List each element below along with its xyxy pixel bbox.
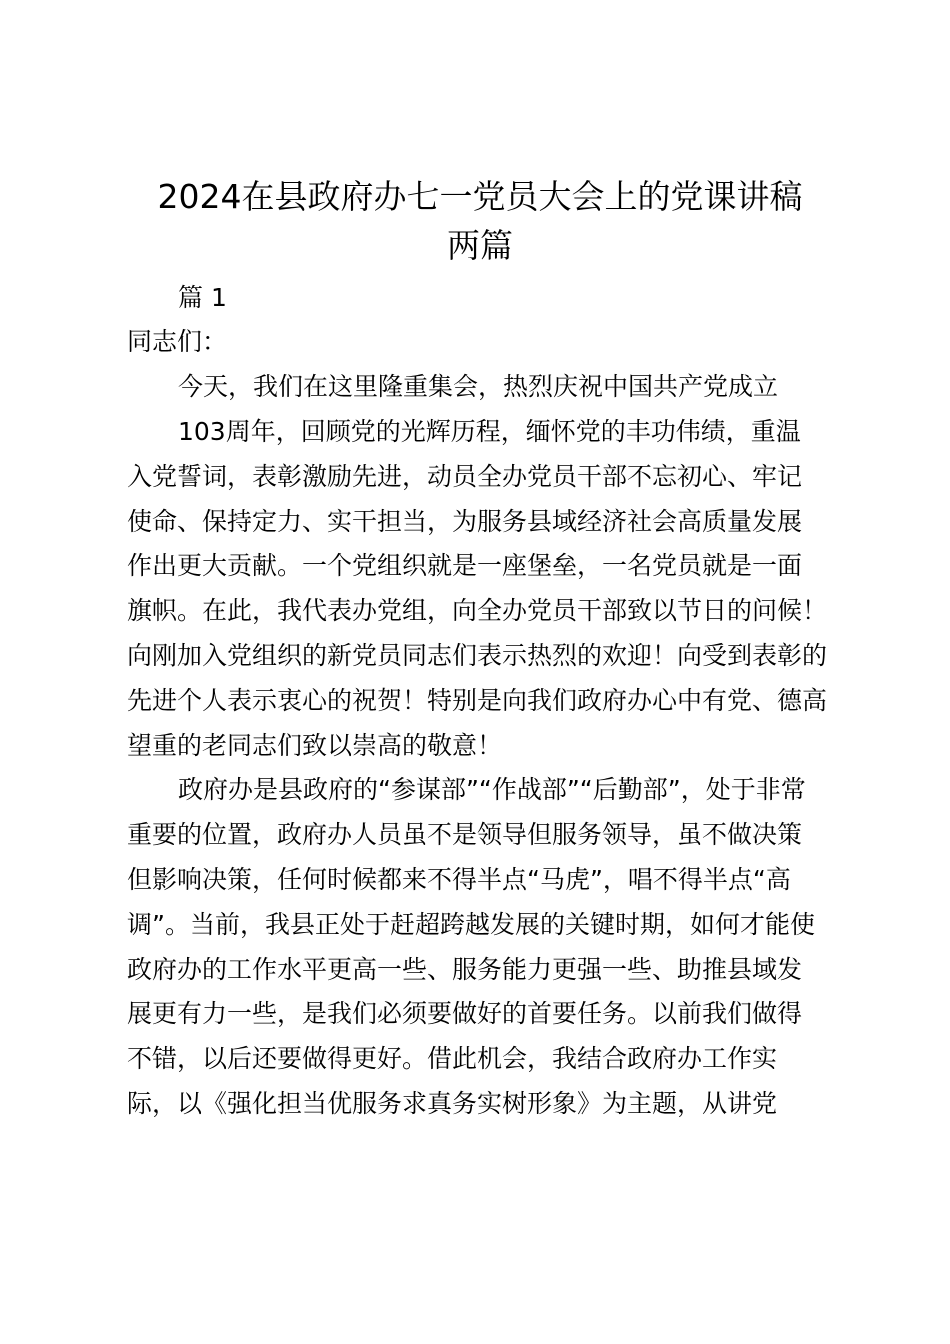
body-line: 先进个人表示衷心的祝贺！特别是向我们政府办心中有党、德高 bbox=[127, 686, 828, 715]
body-line: 重要的位置，政府办人员虽不是领导但服务领导，虽不做决策 bbox=[127, 820, 803, 849]
body-line: 使命、保持定力、实干担当，为服务县域经济社会高质量发展 bbox=[127, 507, 803, 536]
body-line: 政府办的工作水平更高一些、服务能力更强一些、助推县域发 bbox=[127, 955, 803, 984]
body-line: 向刚加入党组织的新党员同志们表示热烈的欢迎！向受到表彰的 bbox=[127, 641, 828, 670]
body-line: 展更有力一些，是我们必须要做好的首要任务。以前我们做得 bbox=[127, 999, 803, 1028]
body-line: 际，以《强化担当优服务求真务实树形象》为主题，从讲党 bbox=[127, 1089, 778, 1118]
document-title-line-2: 两篇 bbox=[447, 226, 513, 265]
body-line: 不错，以后还要做得更好。借此机会，我结合政府办工作实 bbox=[127, 1044, 778, 1073]
body-line: 入党誓词，表彰激励先进，动员全办党员干部不忘初心、牢记 bbox=[127, 462, 803, 491]
body-line: 103周年，回顾党的光辉历程，缅怀党的丰功伟绩，重温 bbox=[178, 417, 801, 446]
body-line: 但影响决策，任何时候都来不得半点“马虎”，唱不得半点“高 bbox=[127, 865, 791, 894]
body-line: 政府办是县政府的“参谋部”“作战部”“后勤部”，处于非常 bbox=[178, 775, 806, 804]
document-title-line-1: 2024在县政府办七一党员大会上的党课讲稿 bbox=[157, 177, 803, 216]
salutation: 同志们： bbox=[127, 327, 228, 356]
body-line: 旗帜。在此，我代表办党组，向全办党员干部致以节日的问候！ bbox=[127, 596, 828, 625]
body-line: 调”。当前，我县正处于赶超跨越发展的关键时期，如何才能使 bbox=[127, 910, 815, 939]
body-line: 望重的老同志们致以崇高的敬意！ bbox=[127, 731, 503, 760]
body-line: 作出更大贡献。一个党组织就是一座堡垒，一名党员就是一面 bbox=[127, 551, 803, 580]
section-label: 篇 1 bbox=[178, 283, 227, 312]
body-line: 今天，我们在这里隆重集会，热烈庆祝中国共产党成立 bbox=[178, 372, 779, 401]
